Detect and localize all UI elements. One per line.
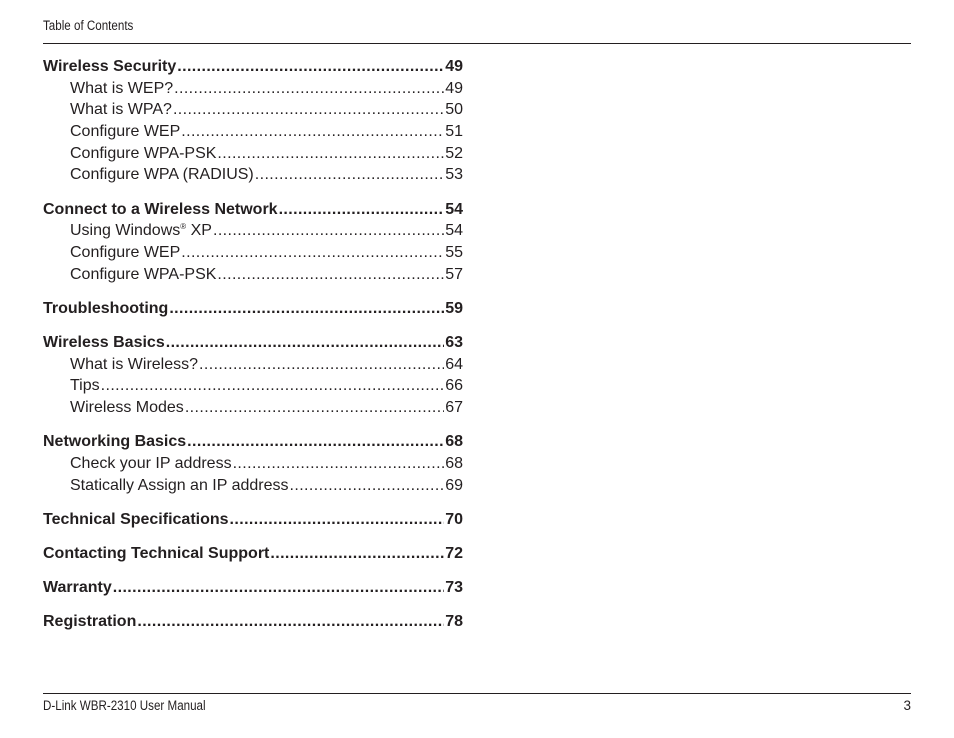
toc-page-number: 73 bbox=[445, 579, 463, 597]
dot-leader bbox=[233, 453, 445, 475]
toc-subsection-entry[interactable] bbox=[43, 375, 463, 397]
toc-subsection-entry[interactable] bbox=[43, 475, 463, 497]
toc-section bbox=[43, 431, 463, 496]
toc-entry-title-text: Wireless Modes bbox=[70, 399, 184, 417]
toc-page-number: 50 bbox=[445, 101, 463, 119]
header-rule bbox=[43, 43, 911, 44]
toc-section-entry[interactable] bbox=[43, 543, 463, 565]
toc-subsection-entry[interactable] bbox=[43, 264, 463, 286]
toc-section bbox=[43, 56, 463, 186]
toc-entry-title bbox=[70, 99, 172, 121]
toc-entry-title bbox=[43, 298, 168, 320]
toc-subsection-entry[interactable] bbox=[43, 453, 463, 475]
toc-entry-title-text: What is WPA? bbox=[70, 101, 172, 119]
toc-entry-title bbox=[43, 332, 165, 354]
toc-entry-title-text: Troubleshooting bbox=[43, 299, 169, 317]
toc-entry-title bbox=[70, 375, 100, 397]
toc-page-number: 78 bbox=[445, 613, 463, 631]
toc-entry-title-text: Wireless Basics bbox=[43, 334, 165, 352]
dot-leader bbox=[137, 611, 444, 633]
toc-subsection-entry[interactable] bbox=[43, 143, 463, 165]
dot-leader bbox=[166, 332, 444, 354]
toc-section bbox=[43, 332, 463, 419]
toc-section bbox=[43, 298, 463, 320]
dot-leader bbox=[169, 298, 444, 320]
toc-entry-title-text: Configure WPA-PSK bbox=[70, 144, 217, 162]
toc-entry-title bbox=[70, 397, 184, 419]
toc-entry-title-text: Warranty bbox=[43, 579, 112, 597]
toc-page-number: 49 bbox=[445, 58, 463, 75]
toc-page-number: 68 bbox=[445, 433, 463, 451]
footer-manual-title: D-Link WBR-2310 User Manual bbox=[43, 698, 206, 713]
toc-section bbox=[43, 199, 463, 286]
toc-page-number: 66 bbox=[445, 377, 463, 395]
toc-entry-title bbox=[70, 264, 216, 286]
dot-leader bbox=[113, 577, 444, 599]
toc-page-number: 64 bbox=[445, 355, 463, 373]
toc-entry-title-text: Configure WEP bbox=[70, 123, 181, 141]
toc-section bbox=[43, 611, 463, 633]
toc-entry-title bbox=[43, 577, 112, 599]
toc-entry-title-text: Contacting Technical Support bbox=[43, 545, 270, 563]
table-of-contents bbox=[43, 56, 463, 646]
toc-section-entry[interactable] bbox=[43, 298, 463, 320]
toc-section-entry[interactable] bbox=[43, 577, 463, 599]
toc-page-number: 69 bbox=[445, 476, 463, 494]
dot-leader bbox=[181, 242, 444, 264]
toc-page-number: 51 bbox=[445, 123, 463, 141]
toc-section-entry[interactable] bbox=[43, 332, 463, 354]
page-header-title: Table of Contents bbox=[43, 18, 134, 33]
dot-leader bbox=[181, 121, 444, 143]
toc-subsection-entry[interactable] bbox=[43, 354, 463, 376]
toc-entry-title bbox=[43, 509, 229, 531]
toc-page-number: 70 bbox=[445, 510, 463, 528]
toc-section-entry[interactable] bbox=[43, 431, 463, 453]
toc-entry-title-text: Using Windows bbox=[70, 222, 181, 240]
dot-leader bbox=[290, 475, 445, 497]
toc-entry-title bbox=[70, 453, 232, 475]
toc-section-entry[interactable] bbox=[43, 611, 463, 633]
toc-entry-title bbox=[70, 78, 173, 100]
toc-entry-title bbox=[43, 199, 278, 221]
toc-entry-title bbox=[70, 220, 212, 242]
dot-leader bbox=[199, 354, 444, 376]
toc-entry-title bbox=[70, 242, 180, 264]
dot-leader bbox=[213, 220, 444, 242]
footer-page-number: 3 bbox=[903, 698, 911, 713]
toc-subsection-entry[interactable] bbox=[43, 242, 463, 264]
toc-page-number: 57 bbox=[445, 265, 463, 283]
dot-leader bbox=[255, 164, 444, 186]
toc-section bbox=[43, 509, 463, 531]
toc-entry-title-text: Configure WPA-PSK bbox=[70, 265, 217, 283]
registered-mark: ® bbox=[180, 222, 187, 232]
toc-section-entry[interactable] bbox=[43, 509, 463, 531]
toc-entry-title bbox=[70, 121, 180, 143]
toc-entry-title bbox=[43, 543, 269, 565]
dot-leader bbox=[187, 431, 444, 453]
toc-subsection-entry[interactable] bbox=[43, 99, 463, 121]
toc-entry-title-text: What is WEP? bbox=[70, 79, 174, 97]
toc-page-number: 67 bbox=[445, 399, 463, 417]
toc-page-number: 72 bbox=[445, 545, 463, 563]
toc-subsection-entry[interactable] bbox=[43, 220, 463, 242]
toc-entry-title-text: Connect to a Wireless Network bbox=[43, 200, 278, 218]
toc-entry-title-text: Tips bbox=[70, 377, 100, 395]
toc-page-number: 59 bbox=[445, 299, 463, 317]
toc-subsection-entry[interactable] bbox=[43, 164, 463, 186]
toc-entry-title-text: Configure WPA (RADIUS) bbox=[70, 166, 254, 184]
toc-page-number: 68 bbox=[445, 455, 463, 472]
toc-page-number: 63 bbox=[445, 334, 463, 352]
toc-entry-title-text: Technical Specifications bbox=[43, 510, 229, 528]
dot-leader bbox=[279, 199, 445, 221]
toc-entry-title-suffix: XP bbox=[186, 222, 212, 240]
dot-leader bbox=[174, 78, 444, 100]
toc-page-number: 52 bbox=[445, 144, 463, 162]
toc-subsection-entry[interactable] bbox=[43, 397, 463, 419]
toc-subsection-entry[interactable] bbox=[43, 121, 463, 143]
dot-leader bbox=[177, 56, 444, 78]
toc-entry-title-text: Statically Assign an IP address bbox=[70, 476, 289, 494]
dot-leader bbox=[230, 509, 445, 531]
toc-entry-title-text: Configure WEP bbox=[70, 244, 181, 261]
toc-page-number: 55 bbox=[445, 244, 463, 261]
toc-page-number: 54 bbox=[445, 200, 463, 218]
toc-section bbox=[43, 543, 463, 565]
toc-entry-title-text: Registration bbox=[43, 613, 137, 631]
toc-page-number: 49 bbox=[445, 79, 463, 97]
dot-leader bbox=[173, 99, 444, 121]
toc-entry-title bbox=[70, 354, 198, 376]
dot-leader bbox=[101, 375, 445, 397]
toc-page-number: 54 bbox=[445, 222, 463, 240]
toc-section-entry[interactable] bbox=[43, 199, 463, 221]
dot-leader bbox=[217, 143, 444, 165]
dot-leader bbox=[185, 397, 444, 419]
toc-page-number: 53 bbox=[445, 166, 463, 184]
toc-section-entry[interactable] bbox=[43, 56, 463, 78]
toc-entry-title-text: What is Wireless? bbox=[70, 355, 199, 373]
toc-entry-title bbox=[70, 143, 216, 165]
toc-entry-title bbox=[43, 611, 136, 633]
toc-entry-title bbox=[70, 164, 254, 186]
toc-entry-title bbox=[70, 475, 289, 497]
dot-leader bbox=[217, 264, 444, 286]
dot-leader bbox=[270, 543, 444, 565]
toc-entry-title bbox=[43, 431, 186, 453]
footer-rule bbox=[43, 693, 911, 694]
toc-entry-title-text: Check your IP address bbox=[70, 455, 232, 472]
toc-entry-title-text: Networking Basics bbox=[43, 433, 187, 451]
toc-subsection-entry[interactable] bbox=[43, 78, 463, 100]
toc-entry-title-text: Wireless Security bbox=[43, 58, 177, 75]
toc-section bbox=[43, 577, 463, 599]
toc-entry-title bbox=[43, 56, 176, 78]
